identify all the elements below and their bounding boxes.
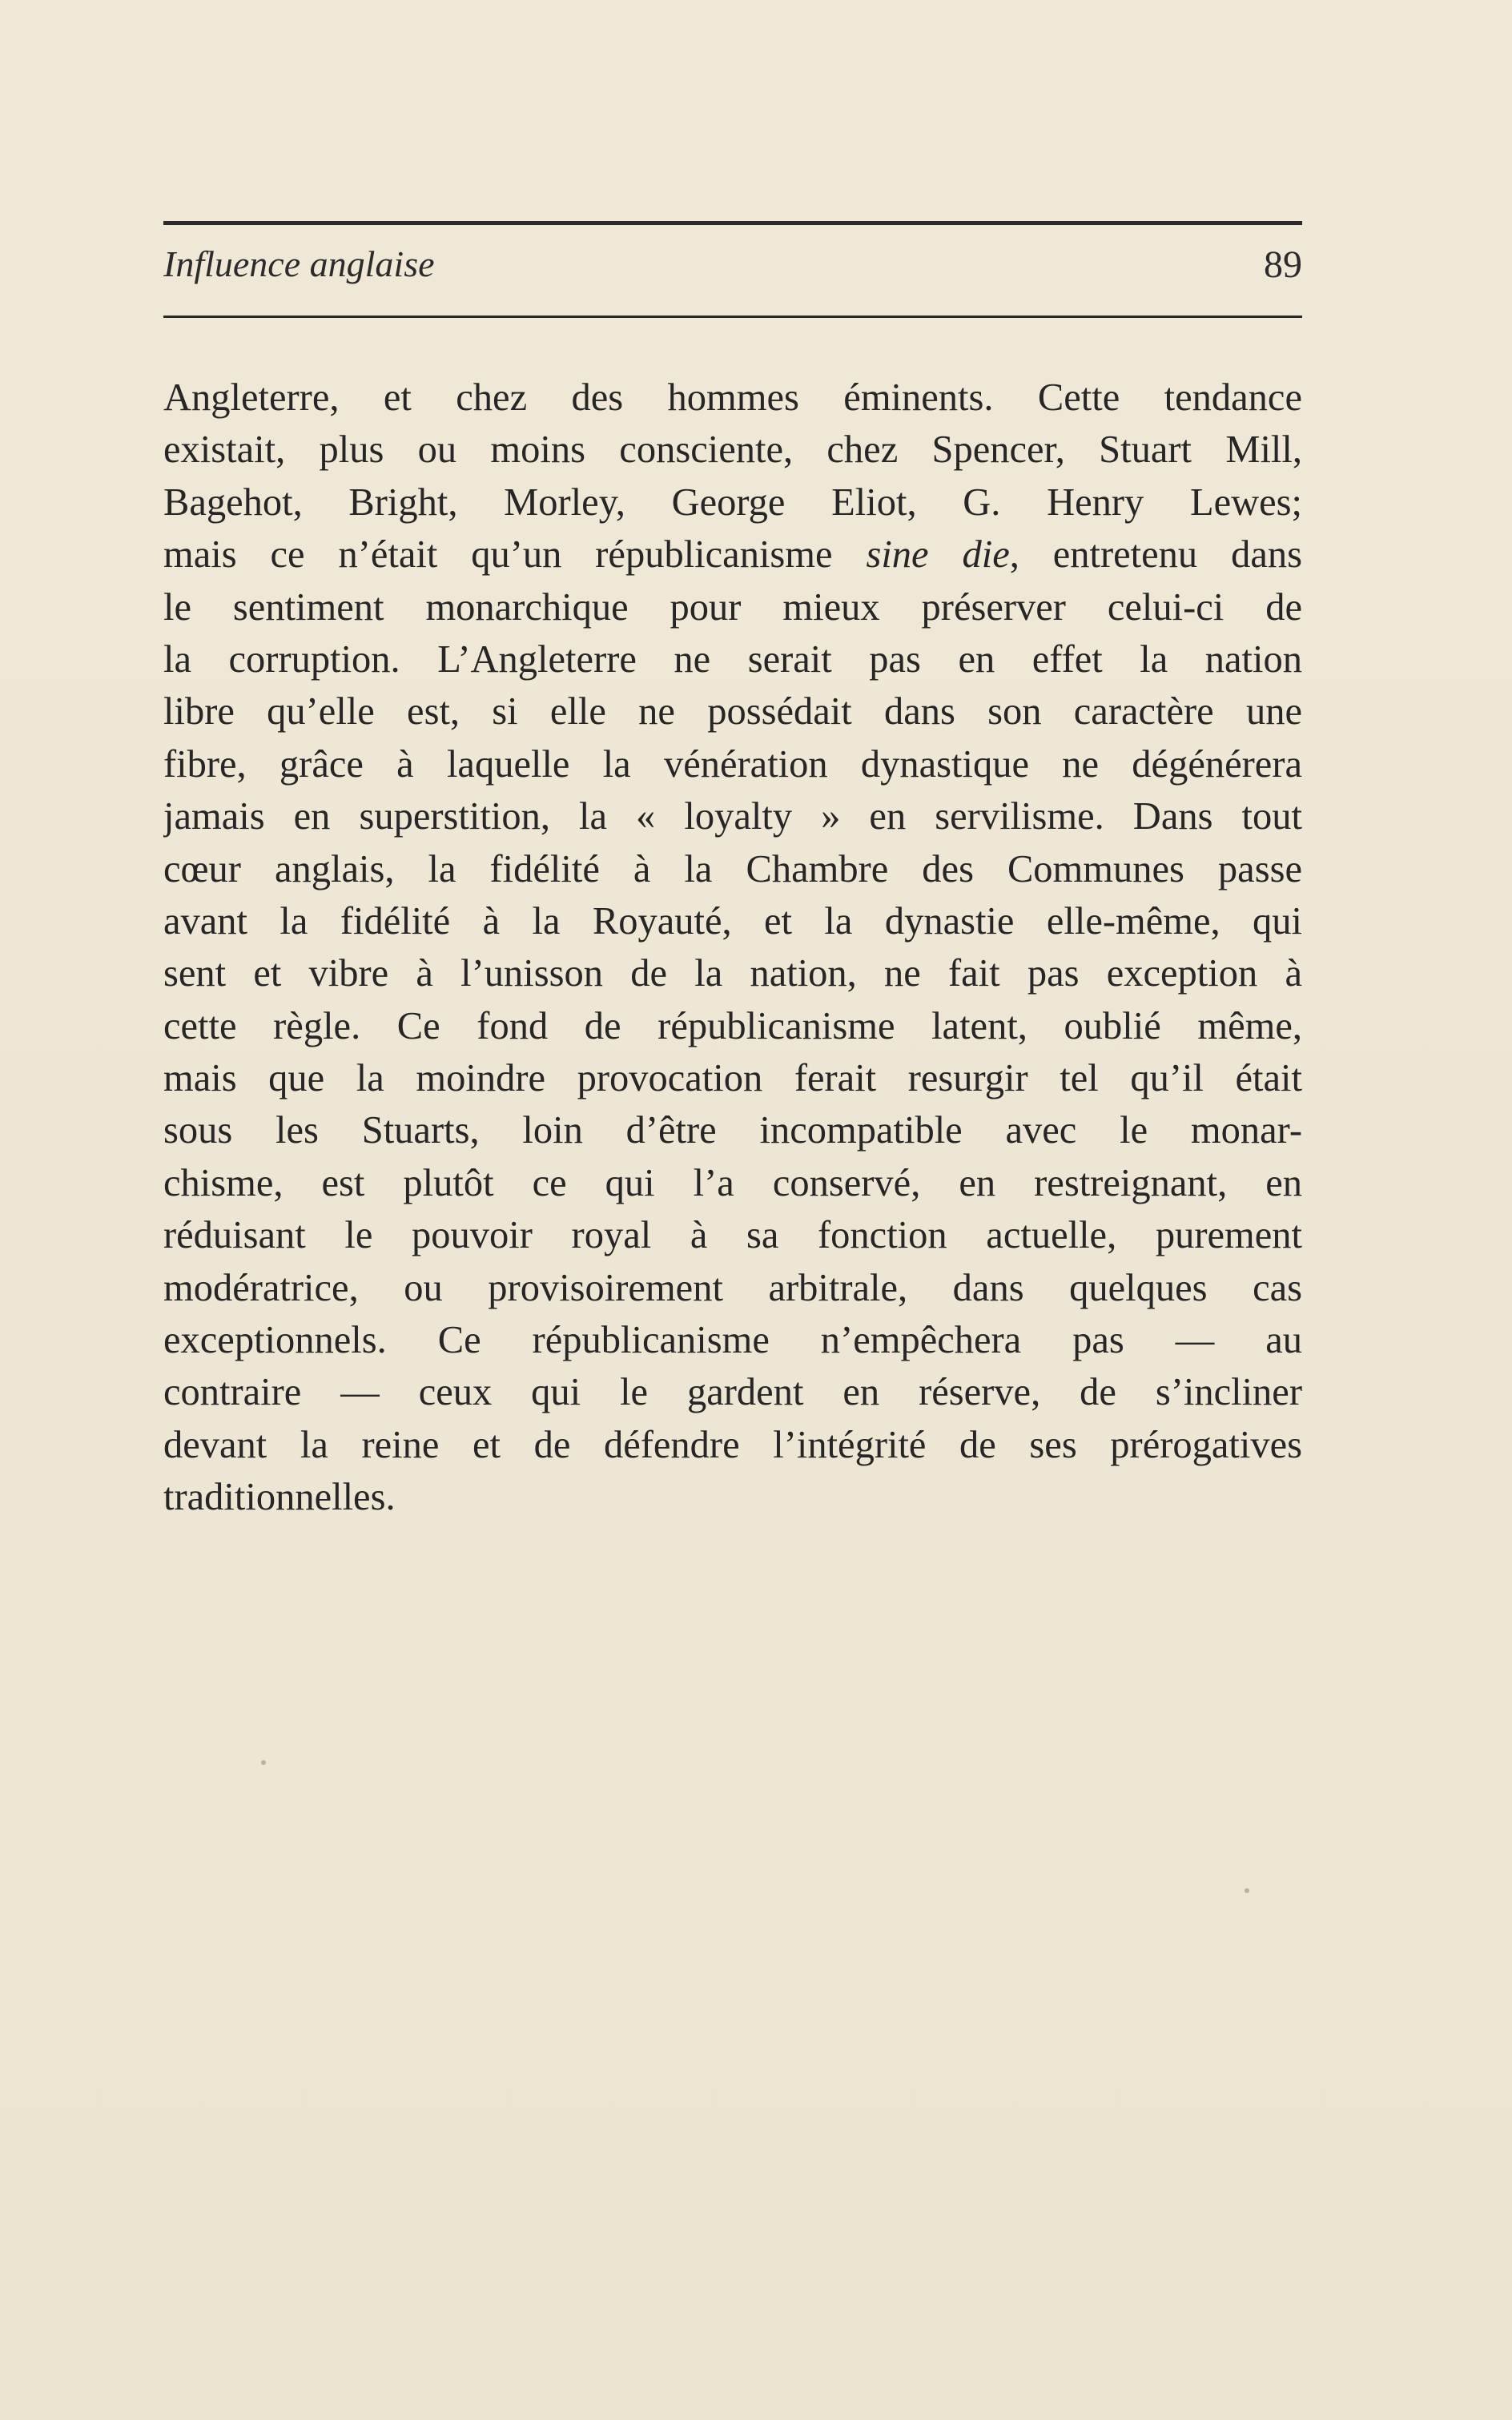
body-paragraph [163,372,1302,1524]
text-line: existait, plus ou moins consciente, chez Spencer, Stuart Mill, [163,428,1302,472]
text-line: exceptionnels. Ce républicanisme n’empêchera pas — au [163,1319,1302,1362]
text-line: Bagehot, Bright, Morley, George Eliot, G. Henry Lewes; [163,480,1302,524]
running-title: Influence anglaise [163,243,435,284]
paper-speck [1245,1888,1249,1893]
text-line: sous les Stuarts, loin d’être incompatible avec le monar- [163,1109,1302,1152]
page-number: 89 [1264,243,1302,286]
text-line: devant la reine et de défendre l’intégrité de ses prérogatives [163,1423,1302,1466]
text-line: jamais en superstition, la « loyalty » en servilisme. Dans tout [163,795,1302,838]
text-line: modératrice, ou provisoirement arbitrale, dans quelques cas [163,1266,1302,1309]
text-line: Angleterre, et chez des hommes éminents. Cette tendance [163,376,1302,419]
text-line: contraire — ceux qui le gardent en réserve, de s’incliner [163,1371,1302,1414]
text-line: chisme, est plutôt ce qui l’a conservé, en restreignant, en [163,1161,1302,1204]
text-line: cette règle. Ce fond de républicanisme latent, oublié même, [163,1004,1302,1047]
text-line: cœur anglais, la fidélité à la Chambre des Communes passe [163,847,1302,890]
text-line: sent et vibre à l’unisson de la nation, ne fait pas exception à [163,952,1302,995]
header-bottom-rule [163,316,1302,318]
text-line: la corruption. L’Angleterre ne serait pas en effet la nation [163,637,1302,681]
text-line: réduisant le pouvoir royal à sa fonction actuelle, purement [163,1214,1302,1257]
paper-speck [261,1760,266,1765]
italic-phrase: sine die [866,533,1010,577]
text-line: traditionnelles. [163,1476,396,1519]
text-line: le sentiment monarchique pour mieux préserver celui-ci de [163,585,1302,629]
text-line: fibre, grâce à laquelle la vénération dynastique ne dégénérera [163,742,1302,786]
header-top-rule [163,221,1302,225]
text-line: avant la fidélité à la Royauté, et la dynastie elle-même, qui [163,899,1302,943]
text-line: mais ce n’était qu’un républicanisme sine die, entretenu dans [163,533,1302,577]
text-line: mais que la moindre provocation ferait resurgir tel qu’il était [163,1057,1302,1100]
text-line: libre qu’elle est, si elle ne possédait dans son caractère une [163,690,1302,734]
